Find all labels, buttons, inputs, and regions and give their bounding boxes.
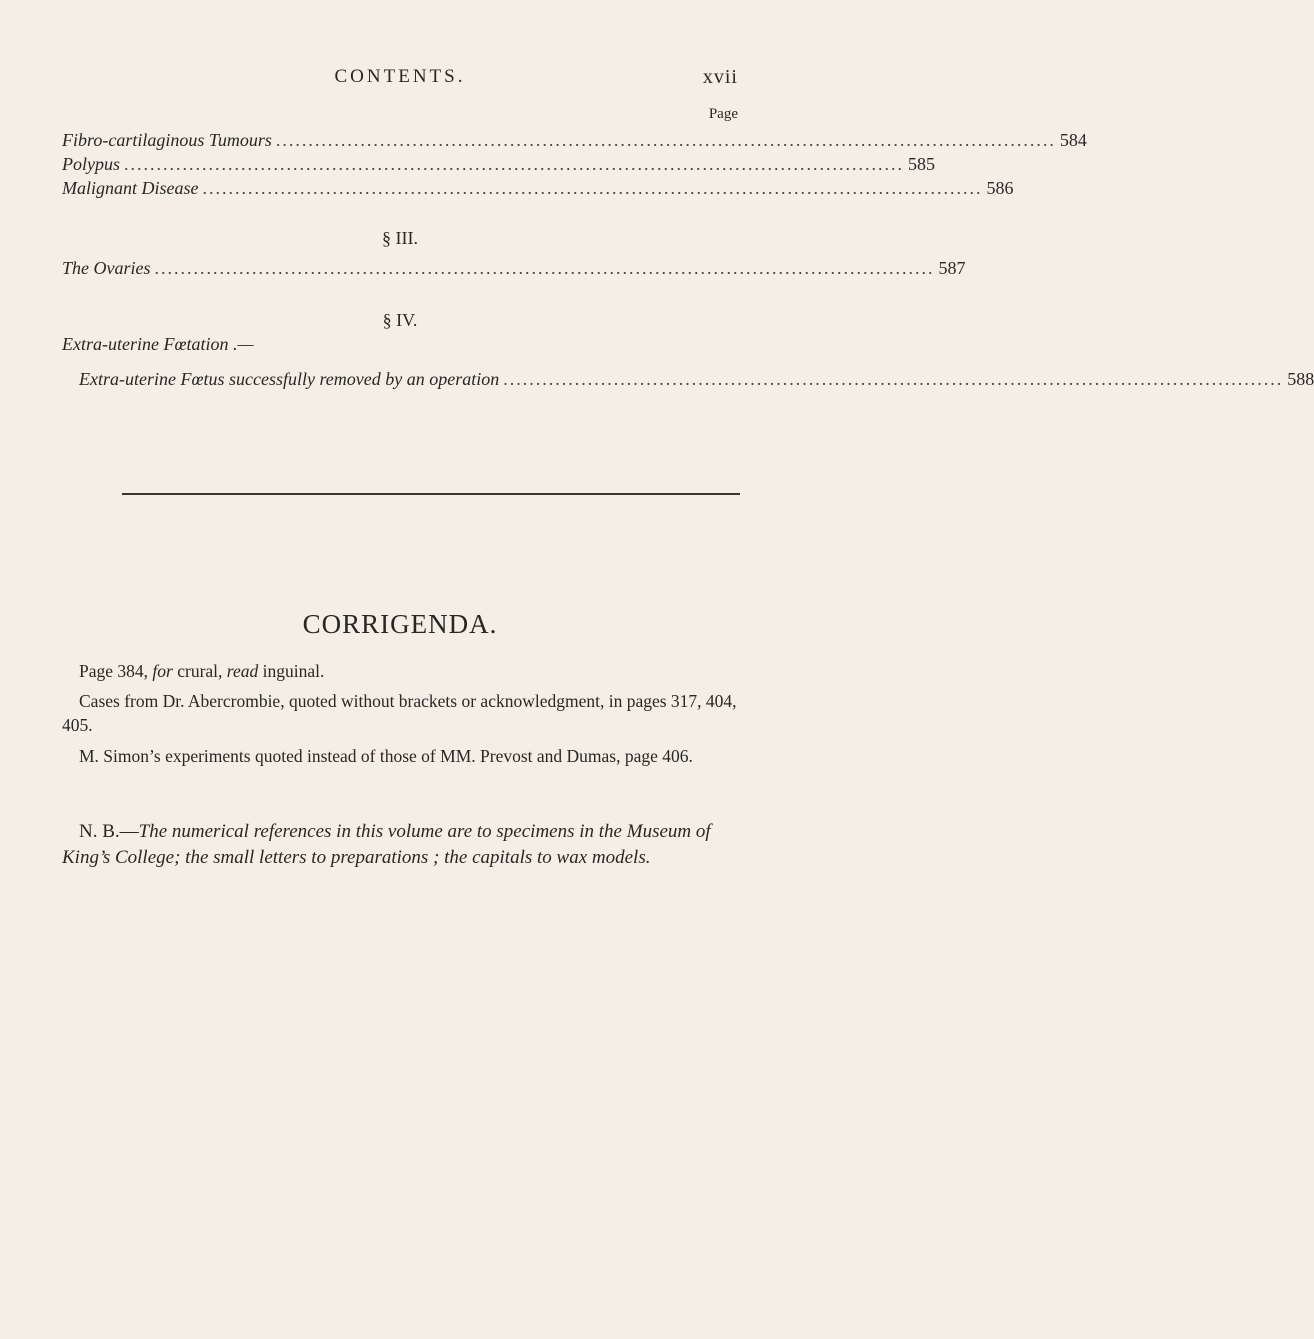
page-column-label: Page — [708, 106, 738, 122]
corrigendum-item: M. Simon’s experiments quoted instead of those of MM. Prevost and Dumas, page 406. — [79, 746, 693, 766]
toc-entry — [62, 152, 935, 176]
toc-entry-title: Malignant Disease — [62, 178, 199, 198]
divider-rule — [122, 493, 740, 495]
toc-entry-title: Fibro-cartilaginous Tumours — [62, 130, 272, 150]
toc-subheading: Extra-uterine Fœtation .— — [62, 334, 254, 354]
toc-entry-page: 584 — [1059, 130, 1087, 150]
toc-entry-title: The Ovaries — [62, 258, 151, 278]
toc-entry — [62, 128, 1087, 152]
leader-dots: ........................................................................................................................ — [202, 178, 983, 198]
nota-bene — [62, 819, 740, 871]
for-word: for — [152, 661, 173, 681]
leader-dots: ........................................................................................................................ — [124, 154, 904, 174]
running-header-title: CONTENTS. — [334, 66, 466, 87]
corrigendum-item: Cases from Dr. Abercrombie, quoted without brackets or acknowledgment, in pages 317, 404, 405. — [62, 691, 737, 735]
nota-bene-text: The numerical references in this volume are to specimens in the Museum of — [138, 821, 711, 842]
read-word: read — [226, 661, 259, 681]
toc-entry-title: Polypus — [62, 154, 120, 174]
leader-dots: ........................................................................................................................ — [154, 258, 935, 278]
toc-entry-title: Extra-uterine Fœtus successfully removed by an operation — [79, 369, 500, 389]
toc-entry-page: 585 — [908, 154, 935, 174]
nota-bene-lead: N. B.— — [79, 821, 139, 842]
page-reference: Page 384, — [79, 661, 149, 681]
toc-entry — [62, 256, 966, 280]
nota-bene-text: College — [114, 847, 175, 868]
page-number: xvii — [702, 66, 738, 88]
nota-bene-text: ; the small letters to preparations ; the capitals to wax models. — [174, 847, 651, 868]
leader-dots: ........................................................................................................................ — [275, 130, 1056, 150]
corrigenda-heading: CORRIGENDA. — [302, 609, 498, 639]
wrong-term: crural, — [177, 661, 223, 681]
toc-entry-page: 586 — [986, 178, 1014, 198]
leader-dots: ........................................................................................................................ — [503, 369, 1284, 389]
toc-entry — [79, 367, 1314, 391]
section-mark-iii: § III. — [382, 228, 418, 248]
toc-entry-page: 587 — [938, 258, 966, 278]
corrigendum-item — [62, 659, 740, 683]
toc-entry — [62, 176, 1014, 200]
right-term: inguinal. — [262, 661, 325, 681]
toc-entry-page: 588 — [1287, 369, 1314, 389]
nota-bene-text: King’s — [62, 847, 111, 868]
section-mark-iv: § IV. — [382, 310, 418, 330]
